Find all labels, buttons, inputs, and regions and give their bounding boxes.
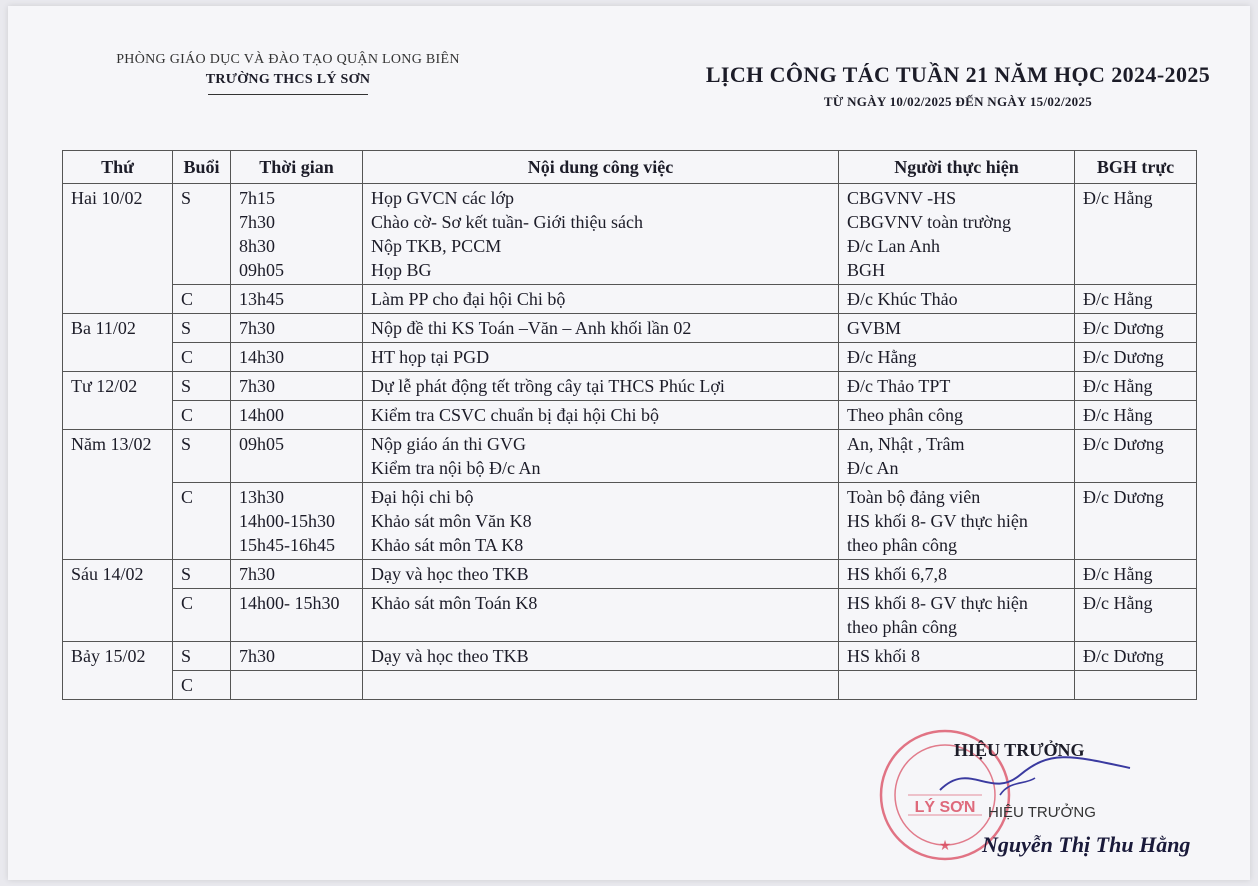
day-cell: Bảy 15/02 (63, 642, 173, 700)
duty-cell: Đ/c Dương (1075, 642, 1197, 671)
duty-cell (1075, 671, 1197, 700)
time-cell: 13h45 (231, 285, 363, 314)
table-row (63, 589, 1197, 642)
table-row (63, 430, 1197, 483)
svg-text:★: ★ (938, 839, 952, 854)
schedule-title: LỊCH CÔNG TÁC TUẦN 21 NĂM HỌC 2024-2025 (705, 62, 1211, 87)
person-cell: Theo phân công (839, 401, 1075, 430)
table-row (63, 483, 1197, 560)
schedule-date-range: TỪ NGÀY 10/02/2025 ĐẾN NGÀY 15/02/2025 (823, 94, 1093, 109)
content-cell: Họp GVCN các lớp Chào cờ- Sơ kết tuần- Giới thiệu sách Nộp TKB, PCCM Họp BG (363, 184, 839, 285)
table-row (63, 401, 1197, 430)
content-cell: Kiểm tra CSVC chuẩn bị đại hội Chi bộ (363, 401, 839, 430)
person-cell (839, 671, 1075, 700)
content-cell (363, 671, 839, 700)
day-cell: Năm 13/02 (63, 430, 173, 560)
table-row (63, 285, 1197, 314)
person-cell: Đ/c Khúc Thảo (839, 285, 1075, 314)
duty-cell: Đ/c Hằng (1075, 560, 1197, 589)
school-underline (208, 94, 368, 95)
time-cell: 14h30 (231, 343, 363, 372)
session-cell: S (173, 560, 231, 589)
content-cell: Dự lễ phát động tết trồng cây tại THCS Phúc Lợi (363, 372, 839, 401)
session-cell: C (173, 483, 231, 560)
person-cell: HS khối 6,7,8 (839, 560, 1075, 589)
principal-name: Nguyễn Thị Thu Hằng (982, 832, 1191, 857)
content-cell: Nộp giáo án thi GVG Kiểm tra nội bộ Đ/c An (363, 430, 839, 483)
signature-block (870, 720, 1240, 870)
content-cell: Đại hội chi bộ Khảo sát môn Văn K8 Khảo sát môn TA K8 (363, 483, 839, 560)
content-cell: Làm PP cho đại hội Chi bộ (363, 285, 839, 314)
time-cell: 7h30 (231, 314, 363, 343)
session-cell: S (173, 184, 231, 285)
department-name: PHÒNG GIÁO DỤC VÀ ĐÀO TẠO QUẬN LONG BIÊN (116, 52, 460, 67)
day-cell: Hai 10/02 (63, 184, 173, 314)
duty-cell: Đ/c Hằng (1075, 285, 1197, 314)
session-cell: C (173, 401, 231, 430)
time-cell: 09h05 (231, 430, 363, 483)
day-cell: Tư 12/02 (63, 372, 173, 430)
header-duty: BGH trực (1075, 151, 1197, 184)
header-content: Nội dung công việc (363, 151, 839, 184)
person-cell: Đ/c Thảo TPT (839, 372, 1075, 401)
time-cell: 7h30 (231, 372, 363, 401)
signature-role: HIỆU TRƯỞNG (954, 740, 1085, 760)
person-cell: Toàn bộ đảng viên HS khối 8- GV thực hiện theo phân công (839, 483, 1075, 560)
session-cell: C (173, 343, 231, 372)
duty-cell: Đ/c Hằng (1075, 401, 1197, 430)
table-row (63, 642, 1197, 671)
session-cell: C (173, 589, 231, 642)
person-cell: An, Nhật , Trâm Đ/c An (839, 430, 1075, 483)
school-name: TRƯỜNG THCS LÝ SƠN (205, 72, 371, 87)
svg-text:LÝ SƠN: LÝ SƠN (914, 799, 976, 816)
person-cell: GVBM (839, 314, 1075, 343)
header-left (78, 52, 498, 95)
duty-cell: Đ/c Hằng (1075, 184, 1197, 285)
content-cell: HT họp tại PGD (363, 343, 839, 372)
time-cell: 14h00 (231, 401, 363, 430)
table-header-row (63, 151, 1197, 184)
day-cell: Sáu 14/02 (63, 560, 173, 642)
time-cell: 13h30 14h00-15h30 15h45-16h45 (231, 483, 363, 560)
time-cell (231, 671, 363, 700)
time-cell: 7h15 7h30 8h30 09h05 (231, 184, 363, 285)
content-cell: Khảo sát môn Toán K8 (363, 589, 839, 642)
header-time: Thời gian (231, 151, 363, 184)
day-cell: Ba 11/02 (63, 314, 173, 372)
person-cell: Đ/c Hằng (839, 343, 1075, 372)
time-cell: 7h30 (231, 560, 363, 589)
content-cell: Dạy và học theo TKB (363, 560, 839, 589)
table-row (63, 372, 1197, 401)
session-cell: S (173, 372, 231, 401)
table-row (63, 671, 1197, 700)
table-row (63, 314, 1197, 343)
session-cell: S (173, 314, 231, 343)
time-cell: 7h30 (231, 642, 363, 671)
time-cell: 14h00- 15h30 (231, 589, 363, 642)
header-day: Thứ (63, 151, 173, 184)
duty-cell: Đ/c Dương (1075, 430, 1197, 483)
stamp-role: HIỆU TRƯỞNG (988, 804, 1096, 821)
session-cell: S (173, 642, 231, 671)
header-person: Người thực hiện (839, 151, 1075, 184)
session-cell: C (173, 671, 231, 700)
content-cell: Nộp đề thi KS Toán –Văn – Anh khối lần 02 (363, 314, 839, 343)
duty-cell: Đ/c Dương (1075, 314, 1197, 343)
person-cell: CBGVNV -HS CBGVNV toàn trường Đ/c Lan Anh BGH (839, 184, 1075, 285)
duty-cell: Đ/c Dương (1075, 343, 1197, 372)
table-row (63, 184, 1197, 285)
table-row (63, 343, 1197, 372)
header-session: Buổi (173, 151, 231, 184)
session-cell: S (173, 430, 231, 483)
content-cell: Dạy và học theo TKB (363, 642, 839, 671)
duty-cell: Đ/c Dương (1075, 483, 1197, 560)
session-cell: C (173, 285, 231, 314)
table-row (63, 560, 1197, 589)
person-cell: HS khối 8 (839, 642, 1075, 671)
person-cell: HS khối 8- GV thực hiện theo phân công (839, 589, 1075, 642)
duty-cell: Đ/c Hằng (1075, 589, 1197, 642)
header-right (658, 62, 1258, 110)
duty-cell: Đ/c Hằng (1075, 372, 1197, 401)
schedule-table (62, 150, 1197, 700)
